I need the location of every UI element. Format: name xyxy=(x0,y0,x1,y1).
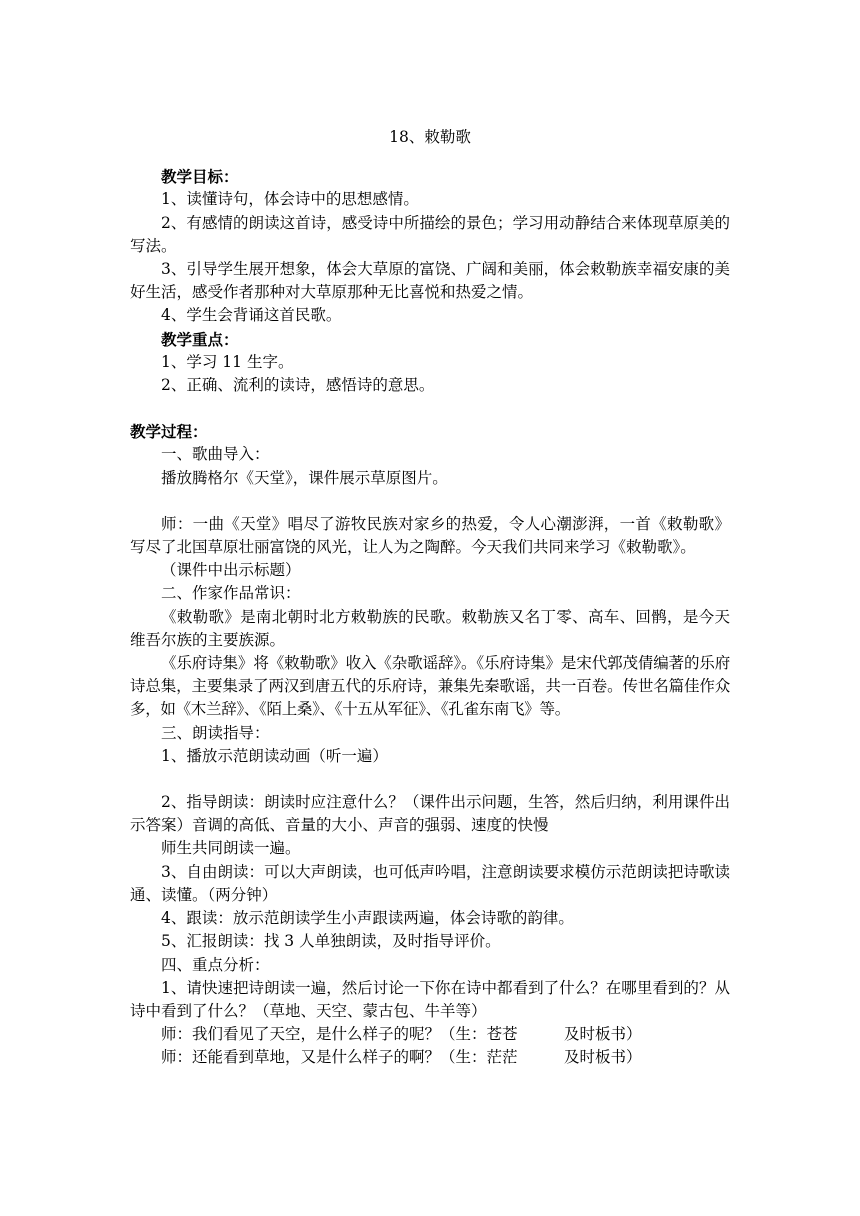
section-title: 一、歌曲导入： xyxy=(161,445,270,464)
objective-item: 2、有感情的朗读这首诗，感受诗中所描绘的景色；学习用动静结合来体现草原美的写法。 xyxy=(130,213,730,255)
key-point-item: 1、学习 11 生字。 xyxy=(161,352,294,371)
paragraph: 《敕勒歌》是南北朝时北方敕勒族的民歌。敕勒族又名丁零、高车、回鹘，是今天维吾尔族的主要族源。 xyxy=(130,607,730,649)
paragraph: 播放腾格尔《天堂》，课件展示草原图片。 xyxy=(161,468,448,487)
lesson-title: 18、敕勒歌 xyxy=(389,128,471,146)
process-heading: 教学过程： xyxy=(130,422,208,442)
paragraph: 师：还能看到草地，又是什么样子的啊？（生：茫茫 及时板书） xyxy=(161,1048,642,1067)
paragraph: 师生共同朗读一遍。 xyxy=(161,839,301,858)
paragraph: 5、汇报朗读：找 3 人单独朗读，及时指导评价。 xyxy=(161,932,501,951)
objective-item: 4、学生会背诵这首民歌。 xyxy=(161,306,342,325)
paragraph: 1、播放示范朗读动画（听一遍） xyxy=(161,746,388,765)
objectives-heading: 教学目标： xyxy=(161,167,239,187)
section-title: 四、重点分析： xyxy=(161,955,270,974)
section-title: 二、作家作品常识： xyxy=(161,584,301,603)
paragraph: 3、自由朗读：可以大声朗读，也可低声吟唱，注意朗读要求模仿示范朗读把诗歌读通、读懂。（两分钟） xyxy=(130,862,730,904)
paragraph: 《乐府诗集》将《敕勒歌》收入《杂歌谣辞》。《乐府诗集》是宋代郭茂倩编著的乐府诗总集，主要集录了两汉到唐五代的乐府诗，兼集先秦歌谣，共一百卷。传世名篇佳作众多，如《木兰辞》、《陌上桑》、《十五从军征》、《孔雀东南飞》等。 xyxy=(130,654,730,719)
document-page xyxy=(130,126,730,1070)
paragraph: 1、请快速把诗朗读一遍，然后讨论一下你在诗中都看到了什么？在哪里看到的？从诗中看到了什么？（草地、天空、蒙古包、牛羊等） xyxy=(130,978,730,1020)
section-title: 三、朗读指导： xyxy=(161,723,270,742)
paragraph: 2、指导朗读：朗读时应注意什么？（课件出示问题，生答，然后归纳，利用课件出示答案）音调的高低、音量的大小、声音的强弱、速度的快慢 xyxy=(130,793,730,835)
paragraph: 4、跟读：放示范朗读学生小声跟读两遍，体会诗歌的韵律。 xyxy=(161,909,574,928)
objective-item: 1、读懂诗句，体会诗中的思想感情。 xyxy=(161,190,419,209)
paragraph: 师：一曲《天堂》唱尽了游牧民族对家乡的热爱，令人心潮澎湃，一首《敕勒歌》写尽了北国草原壮丽富饶的风光，让人为之陶醉。今天我们共同来学习《敕勒歌》。 xyxy=(130,514,730,557)
paragraph: 师：我们看见了天空，是什么样子的呢？（生：苍苍 及时板书） xyxy=(161,1025,642,1044)
key-point-item: 2、正确、流利的读诗，感悟诗的意思。 xyxy=(161,376,435,395)
paragraph: （课件中出示标题） xyxy=(161,561,301,580)
objective-item: 3、引导学生展开想象，体会大草原的富饶、广阔和美丽，体会敕勒族幸福安康的美好生活，感受作者那种对大草原那种无比喜悦和热爱之情。 xyxy=(130,260,730,302)
key-points-heading: 教学重点： xyxy=(161,329,239,349)
